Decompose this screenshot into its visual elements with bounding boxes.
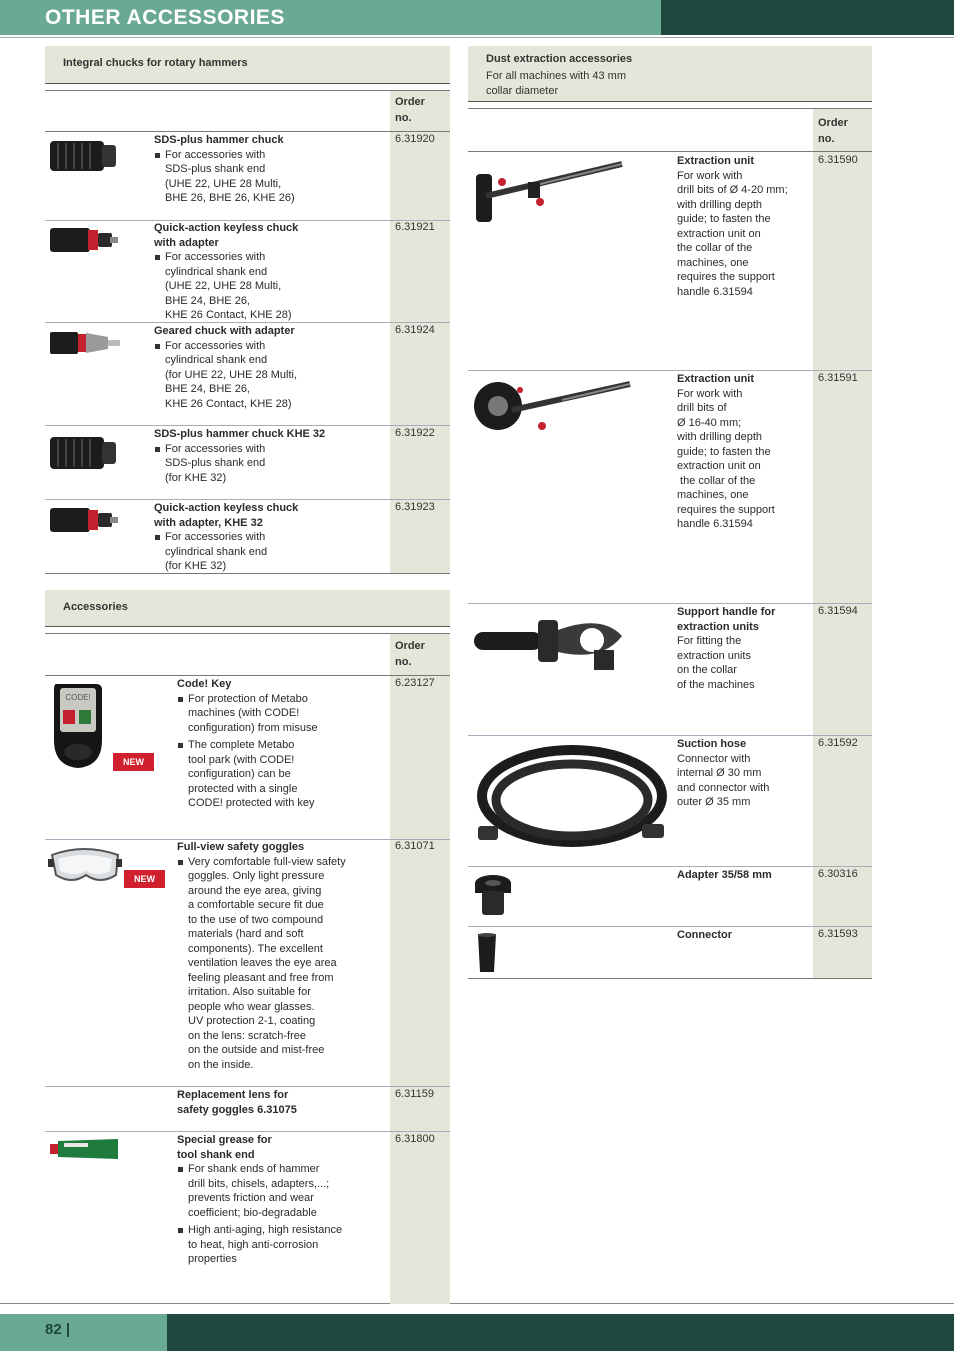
order-number: 6.31592 [818,737,858,749]
row-divider [468,926,872,927]
list-item: Connector [677,929,732,941]
order-number: 6.31921 [395,221,435,233]
order-number: 6.31924 [395,324,435,336]
list-item: SDS-plus hammer chuck For accessories with SDS-plus shank end (UHE 22, UHE 28 Multi, BHE 26, BHE 26, KHE 26) [154,134,295,204]
row-divider [45,1131,450,1132]
row-divider [45,1086,450,1087]
table-head-rule [468,151,872,152]
order-number: 6.30316 [818,868,858,880]
list-item: Adapter 35/58 mm [677,869,772,881]
hammer-chuck-icon [48,135,120,177]
extraction-unit-icon [472,156,628,226]
order-number: 6.31800 [395,1133,435,1145]
section-dust-title: Dust extraction accessories [486,53,633,65]
list-item: Full-view safety goggles Very comfortable full-view safety goggles. Only light pressure around the eye area, giving a comfortable secure fit due to the use of two compound materials (hard and soft components). The excellent ventilation leaves the eye area feeling pleasant and free from irritation. Also suitable for people who wear glasses. UV protection 2-1, coating on the lens: scratch-free on the outside and mist-free on the inside. [177,841,346,1071]
order-number: 6.31590 [818,154,858,166]
table-top-rule [468,108,872,109]
table-bottom-rule [468,978,872,979]
page-title: OTHER ACCESSORIES [45,6,285,29]
order-number: 6.31159 [395,1088,434,1100]
order-number: 6.31071 [395,840,435,852]
order-no-heading: Order no. [395,96,425,124]
suction-hose-icon [472,740,670,852]
row-divider [468,735,872,736]
header-bar-right [661,0,954,35]
order-number: 6.23127 [395,677,435,689]
order-number: 6.31922 [395,427,435,439]
list-item: Suction hose Connector with internal Ø 30 mm and connector with outer Ø 35 mm [677,738,770,808]
section-dust-subtitle: For all machines with 43 mm collar diameter [486,70,626,97]
header-rule [0,37,954,38]
order-number: 6.31591 [818,372,858,384]
keyless-chuck-icon [48,224,120,256]
new-badge: NEW [112,752,155,772]
list-item: Extraction unit For work with drill bits of Ø 4-20 mm; with drilling depth guide; to fasten the extraction unit on the collar of the machines, one requires the support handle 6.31594 [677,155,788,298]
row-divider [468,866,872,867]
order-no-heading: Order no. [818,117,848,145]
support-handle-icon [472,610,628,674]
code-key-label: CODE! [65,693,91,702]
table-head-rule [45,131,450,132]
row-divider [468,603,872,604]
list-item: Quick-action keyless chuck with adapter, KHE 32 For accessories with cylindrical shank end (for KHE 32) [154,502,299,572]
list-item: Special grease for tool shank end For shank ends of hammer drill bits, chisels, adapters,...; prevents friction and wear coefficient; bio-degradable High anti-aging, high resistance to heat, high anti-corrosion properties [177,1134,343,1265]
row-divider [45,425,450,426]
goggles-icon [48,845,122,887]
list-item: Code! Key For protection of Metabo machines (with CODE! configuration) from misuse The complete Metabo tool park (with CODE! configuration) can be protected with a single CODE! protected with key [177,678,318,809]
section-chucks-title: Integral chucks for rotary hammers [63,57,248,69]
list-item: Quick-action keyless chuck with adapter For accessories with cylindrical shank end (UHE 22, UHE 28 Multi, BHE 24, BHE 26, KHE 26 Contact, KHE 28) [154,222,299,321]
order-number: 6.31923 [395,501,435,513]
footer-bar-right [167,1314,954,1351]
grease-tube-icon [48,1137,120,1163]
adapter-icon [474,873,514,919]
order-column-bg [390,634,450,1304]
list-item: Support handle for extraction units For fitting the extraction units on the collar of the machines [677,606,776,691]
row-divider [468,370,872,371]
order-no-heading: Order no. [395,640,425,668]
new-badge: NEW [123,869,166,889]
hammer-chuck-icon [48,431,120,475]
page-number: 82 | [45,1321,71,1338]
footer-rule [0,1303,954,1304]
list-item: Extraction unit For work with drill bits of Ø 16-40 mm; with drilling depth guide; to fasten the extraction unit on the collar of the machines, one requires the support handle 6.31594 [677,373,775,530]
order-number: 6.31594 [818,605,858,617]
geared-chuck-icon [48,327,122,359]
order-number: 6.31593 [818,928,858,940]
order-number: 6.31920 [395,133,435,145]
list-item: SDS-plus hammer chuck KHE 32 For accessories with SDS-plus shank end (for KHE 32) [154,428,326,484]
order-column-bg [813,109,872,978]
connector-icon [474,932,500,976]
keyless-chuck-icon [48,504,120,536]
table-head-rule [45,675,450,676]
list-item: Geared chuck with adapter For accessories with cylindrical shank end (for UHE 22, UHE 28 Multi, BHE 24, BHE 26, KHE 26 Contact, KHE 28) [154,325,298,410]
footer-bar-left [0,1314,167,1351]
section-accessories-title: Accessories [63,601,128,613]
row-divider [45,499,450,500]
list-item: Replacement lens for safety goggles 6.31075 [177,1089,297,1116]
extraction-unit-large-icon [472,376,634,440]
